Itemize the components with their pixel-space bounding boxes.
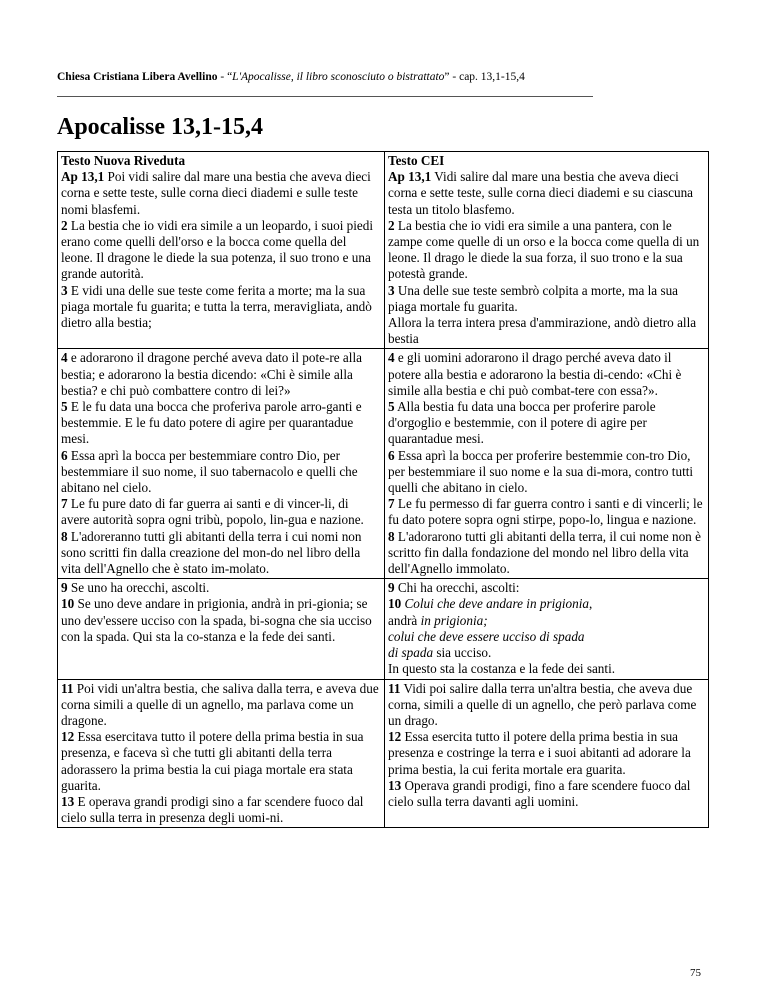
verse-italic: di spada (388, 645, 434, 661)
verse-text: Essa aprì la bocca per bestemmiare contro Dio, per bestemmiare il suo nome, il suo tabernacolo e quelli che abitano nel cielo. (61, 447, 358, 496)
table-row (58, 579, 709, 679)
verse-text: sia ucciso. (433, 645, 492, 661)
verse-text: Essa aprì la bocca per proferire bestemmie con-tro Dio, per bestemmiare il suo nome e la sua di-mora, contro tutti quelli che abitano in cielo. (388, 447, 694, 496)
comparison-table (57, 151, 709, 828)
verse-text: Le fu permesso di far guerra contro i santi e di vincerli; le fu dato potere sopra ogni stirpe, popo-lo, lingua e nazione. (388, 496, 703, 528)
verse-text: E operava grandi prodigi sino a far scendere fuoco dal cielo sulla terra in presenza degli uomi-ni. (61, 793, 364, 826)
left-verse (61, 448, 380, 497)
verse-italic: colui che deve essere ucciso di spada (388, 628, 585, 644)
verse-number: 4 (388, 350, 395, 366)
left-verse (61, 350, 380, 399)
header-book-title: L'Apocalisse, il libro sconosciuto o bistrattato (232, 71, 445, 83)
right-verse (388, 350, 704, 399)
right-verse (388, 596, 704, 612)
verse-number: Ap 13,1 (61, 169, 105, 185)
verse-text: L'adoreranno tutti gli abitanti della terra i cui nomi non sono scritti fin dalla creazione del mon-do nel libro della vita dell'Agnello che è stato im-molato. (61, 528, 362, 577)
page-title: Apocalisse 13,1-15,4 (57, 114, 263, 140)
cei-cell (385, 679, 709, 828)
verse-number: 2 (388, 217, 395, 233)
left-verse (61, 681, 380, 730)
cei-cell (385, 579, 709, 679)
right-verse (388, 496, 704, 528)
verse-line (388, 645, 704, 661)
verse-number: 3 (61, 282, 68, 298)
nr-cell (58, 579, 385, 679)
table-header-row (58, 152, 709, 349)
verse-number: 13 (61, 793, 75, 809)
verse-text: Se uno ha orecchi, ascolti. (67, 580, 210, 596)
header-chapter: ” - cap. 13,1-15,4 (444, 71, 525, 83)
verse-text: Poi vidi un'altra bestia, che saliva dalla terra, e aveva due corna simili a quelle di un agnello, ma parlava come un dragone. (61, 680, 379, 728)
verse-text: andrà (388, 612, 421, 628)
verse-number: 2 (61, 217, 68, 233)
verse-text: Essa esercita tutto il potere della prima bestia in sua presenza e costringe la terra e i suoi abitanti ad adorare la prima bestia, la cui ferita mortale era guarita. (388, 729, 691, 777)
left-verse (61, 399, 380, 448)
verse-text: E le fu data una bocca che proferiva parole arro-ganti e bestemmie. E le fu dato potere di agire per quarantadue mesi. (61, 399, 362, 447)
verse-number: 3 (388, 282, 395, 298)
verse-text: La bestia che io vidi era simile a un leopardo, i suoi piedi erano come quelli dell'orso e la bocca come quella del leone. Il dragone le diede la sua potenza, il suo trono e una grande autorità. (61, 217, 374, 282)
verse-number: 12 (61, 729, 75, 745)
header-sep: - “ (217, 71, 233, 83)
left-verse (61, 596, 380, 645)
right-verse (388, 218, 704, 283)
cei-cell (385, 349, 709, 579)
verse-text: Alla bestia fu data una bocca per proferire parole d'orgoglio e bestemmie, con il potere di agire per quarantadue mesi. (388, 399, 656, 447)
verse-number: 8 (61, 528, 68, 544)
left-verse (61, 169, 380, 218)
verse-number: 12 (388, 729, 402, 745)
verse-text: Essa esercitava tutto il potere della prima bestia in sua presenza, e faceva sì che tutti gli abitanti della terra adorassero la prima bestia la cui piaga mortale era stata guarita. (61, 729, 364, 793)
table-body (58, 152, 709, 828)
right-verse (388, 283, 704, 315)
verse-italic: in prigionia; (420, 612, 488, 628)
header-rule (57, 96, 593, 97)
table-row (58, 679, 709, 828)
verse-text: Se uno deve andare in prigionia, andrà in pri-gionia; se uno dev'essere ucciso con la spada, bi-sogna che sia ucciso con la spada. Qui sta la co-stanza e la fede dei santi. (61, 596, 372, 644)
verse-number: 13 (388, 777, 402, 793)
verse-text: Poi vidi salire dal mare una bestia che aveva dieci corna e sette teste, sulle corna dieci diademi e sulle teste nomi blasfemi. (61, 169, 371, 217)
verse-line: In questo sta la costanza e la fede dei santi. (388, 661, 616, 677)
verse-number: 7 (61, 496, 68, 512)
verse-text: Chi ha orecchi, ascolti: (394, 580, 520, 596)
table-row (58, 349, 709, 579)
verse-number: 9 (388, 580, 395, 596)
verse-number: Ap 13,1 (388, 169, 432, 185)
verse-text: Vidi poi salire dalla terra un'altra bestia, che aveva due corna, simili a quelle di un agnello, che però parlava come un drago. (388, 680, 697, 728)
verse-text: Le fu pure dato di far guerra ai santi e di vincer-li, di avere autorità sopra ogni tribù, popolo, lin-gua e nazione. (61, 496, 364, 528)
verse-number: 10 (61, 596, 75, 612)
page-number: 75 (690, 967, 701, 979)
running-header (57, 70, 697, 84)
left-verse (61, 496, 380, 528)
verse-line (388, 629, 704, 645)
column-header-label: Testo Nuova Riveduta (61, 153, 186, 168)
verse-text: e adorarono il dragone perché aveva dato il pote-re alla bestia; e adorarono la bestia dicendo: «Chi è simile alla bestia? e chi può combattere contro di lei?» (61, 350, 362, 398)
right-verse (388, 169, 704, 218)
nr-cell (58, 679, 385, 828)
verse-number: 11 (388, 680, 401, 696)
column-header-nr (58, 152, 385, 349)
verse-number: 10 (388, 596, 402, 612)
verse-text: e gli uomini adorarono il drago perché aveva dato il potere alla bestia e adorarono la bestia di-cendo: «Chi è simile alla bestia e chi può combat-tere con essa?». (388, 350, 682, 398)
verse-line (388, 613, 704, 629)
left-verse (61, 580, 380, 596)
verse-text: L'adorarono tutti gli abitanti della terra, il cui nome non è scritto fin dalla fondazione del mondo nel libro della vita dell'Agnello immolato. (388, 528, 701, 577)
column-header-cei (385, 152, 709, 349)
right-verse (388, 681, 704, 730)
right-verse (388, 580, 704, 596)
right-verse (388, 778, 704, 810)
nr-cell (58, 349, 385, 579)
verse-italic: Colui che deve andare in prigionia (404, 596, 589, 612)
verse-number: 6 (61, 447, 68, 463)
verse-number: 5 (61, 399, 68, 415)
right-verse (388, 729, 704, 778)
verse-text: Operava grandi prodigi, fino a fare scendere fuoco dal cielo sulla terra davanti agli uomini. (388, 777, 691, 809)
verse-text: Vidi salire dal mare una bestia che aveva dieci corna e sette teste, sulle corna dieci diademi e su ciascuna testa un titolo blasfemo. (388, 169, 694, 217)
right-verse (388, 399, 704, 448)
left-verse (61, 794, 380, 826)
verse-text: La bestia che io vidi era simile a una pantera, con le zampe come quelle di un orso e la bocca come quella di un leone. Il drago le diede la sua forza, il suo trono e la sua potestà grande. (388, 217, 700, 282)
verse-text: , (588, 596, 593, 612)
verse-number: 9 (61, 580, 68, 596)
verse-number: 5 (388, 399, 395, 415)
verse-text: Allora la terra intera presa d'ammirazione, andò dietro alla bestia (388, 315, 697, 347)
verse-number: 11 (61, 680, 74, 696)
verse-number: 8 (388, 528, 395, 544)
left-verse (61, 218, 380, 283)
left-verse (61, 529, 380, 578)
right-verse (388, 529, 704, 578)
right-verse (388, 315, 704, 347)
verse-number: 4 (61, 350, 68, 366)
verse-number: 6 (388, 447, 395, 463)
verse-text: E vidi una delle sue teste come ferita a morte; ma la sua piaga mortale fu guarita; e tutta la terra, meravigliata, andò dietro alla bestia; (61, 282, 372, 331)
right-verse (388, 448, 704, 497)
left-verse (61, 283, 380, 332)
column-header-label: Testo CEI (388, 153, 445, 168)
verse-text: Una delle sue teste sembrò colpita a morte, ma la sua piaga mortale fu guarita. (388, 282, 679, 314)
header-church: Chiesa Cristiana Libera Avellino (57, 71, 218, 83)
left-verse (61, 729, 380, 794)
verse-number: 7 (388, 496, 395, 512)
